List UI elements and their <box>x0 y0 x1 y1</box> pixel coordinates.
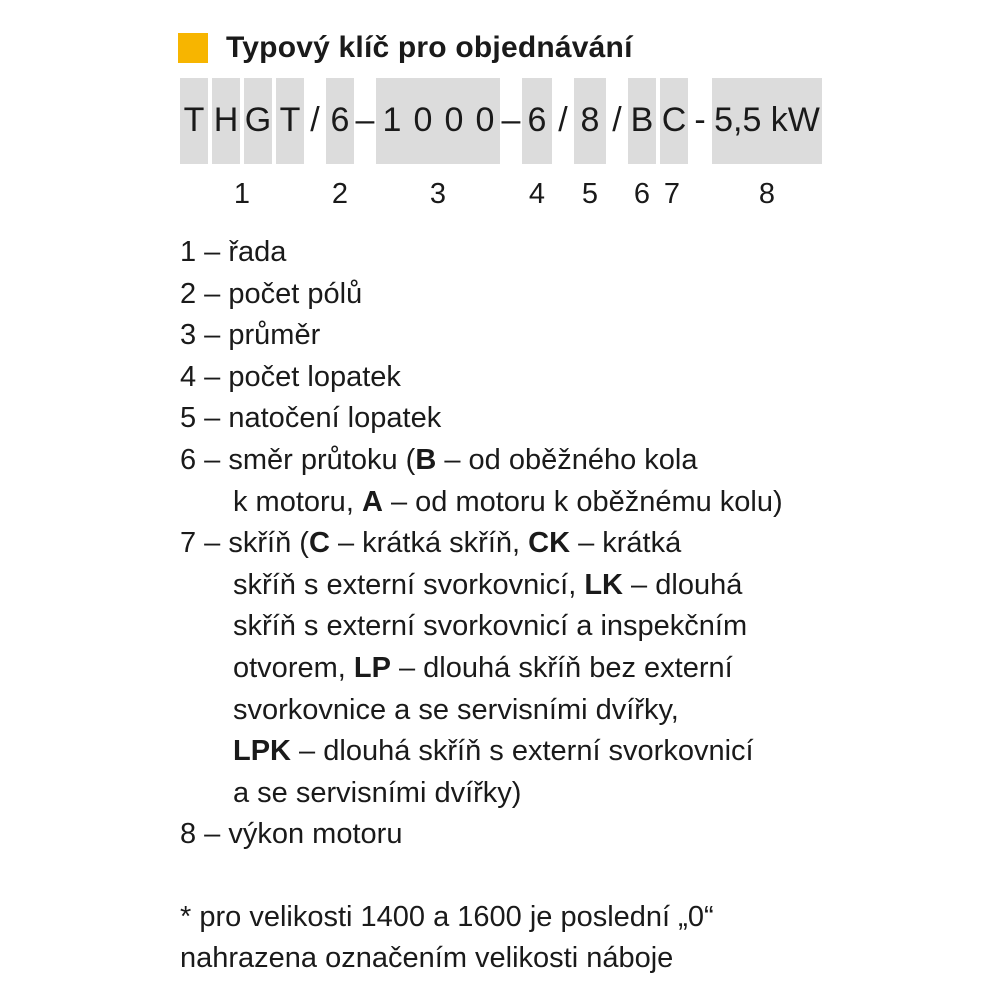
legend-line: svorkovnice a se servisními dvířky, <box>233 693 679 726</box>
page-title: Typový klíč pro objednávání <box>226 31 633 64</box>
legend-line <box>180 482 783 524</box>
legend-list <box>180 232 783 856</box>
code-glyph: 0 <box>413 101 433 139</box>
legend-text: – krátká skříň, <box>329 527 529 560</box>
legend-text: – dlouhá <box>623 568 743 601</box>
code-glyph: C <box>661 101 687 139</box>
footnote-line: nahrazena označením velikosti náboje <box>180 942 674 974</box>
legend-code: LP <box>353 651 391 684</box>
legend-text: – dlouhá skříň bez externí <box>390 651 733 684</box>
code-glyph: 0 <box>475 101 495 139</box>
code-glyph: 6 <box>527 101 547 139</box>
legend-line <box>180 523 783 565</box>
position-number: 4 <box>528 178 546 210</box>
legend-code: B <box>415 443 437 476</box>
position-number: 5 <box>581 178 599 210</box>
legend-line <box>180 648 783 690</box>
code-glyph: 1 <box>382 101 402 139</box>
position-numbers <box>0 172 1000 216</box>
position-number: 7 <box>663 178 681 210</box>
legend-text: – od oběžného kola <box>436 443 698 476</box>
code-glyph: T <box>279 101 301 139</box>
legend-line <box>180 731 783 773</box>
code-separator: - <box>694 101 706 139</box>
legend-line: a se servisními dvířky) <box>233 776 522 809</box>
legend-code: A <box>361 485 383 518</box>
legend-line <box>180 565 783 607</box>
code-separator: / <box>310 101 320 139</box>
code-glyph: 0 <box>444 101 464 139</box>
code-separator: / <box>558 101 568 139</box>
code-separator: – <box>355 101 375 139</box>
position-number: 2 <box>331 178 349 210</box>
type-code-bar <box>0 78 1000 164</box>
legend-text: otvorem, <box>233 651 354 684</box>
legend-line <box>180 440 783 482</box>
legend-text: k motoru, <box>233 485 362 518</box>
legend-item-blade-angle: 5 – natočení lopatek <box>180 402 442 435</box>
legend-text: – krátká <box>570 527 682 560</box>
legend-text: 7 – skříň ( <box>180 527 309 560</box>
code-separator: – <box>501 101 521 139</box>
legend-text: skříň s externí svorkovnicí, <box>233 568 585 601</box>
title-row <box>178 28 633 68</box>
legend-code: LPK <box>233 735 291 768</box>
code-glyph: B <box>630 101 654 139</box>
position-number: 1 <box>233 178 251 210</box>
code-glyph: H <box>213 101 239 139</box>
legend-item-series: 1 – řada <box>180 236 287 268</box>
code-glyph: 6 <box>330 101 350 139</box>
position-number: 6 <box>633 178 651 210</box>
position-number: 8 <box>758 178 776 210</box>
code-glyph: 8 <box>580 101 600 139</box>
footnote-line: * pro velikosti 1400 a 1600 je poslední „0“ <box>180 901 714 933</box>
legend-item-housing <box>180 523 783 814</box>
legend-item-poles: 2 – počet pólů <box>180 277 363 310</box>
legend-item-blades: 4 – počet lopatek <box>180 360 401 393</box>
legend-code: LK <box>584 568 623 601</box>
code-separator: / <box>612 101 622 139</box>
legend-item-diameter: 3 – průměr <box>180 319 321 352</box>
legend-line: skříň s externí svorkovnicí a inspekčním <box>233 610 748 643</box>
legend-text: – dlouhá skříň s externí svorkovnicí <box>291 735 754 768</box>
code-glyph-power: 5,5 kW <box>714 101 820 139</box>
footnote <box>180 897 1000 979</box>
legend-text: – od motoru k oběžnému kolu) <box>382 485 783 518</box>
code-glyph: T <box>183 101 205 139</box>
legend-code: CK <box>528 527 571 560</box>
legend-item-flow-direction <box>180 440 783 523</box>
legend-code: C <box>308 527 330 560</box>
accent-square-icon <box>178 33 208 63</box>
legend-item-motor-power: 8 – výkon motoru <box>180 818 403 851</box>
legend-text: 6 – směr průtoku ( <box>180 443 416 476</box>
code-glyph: G <box>244 101 272 139</box>
position-number: 3 <box>429 178 447 210</box>
